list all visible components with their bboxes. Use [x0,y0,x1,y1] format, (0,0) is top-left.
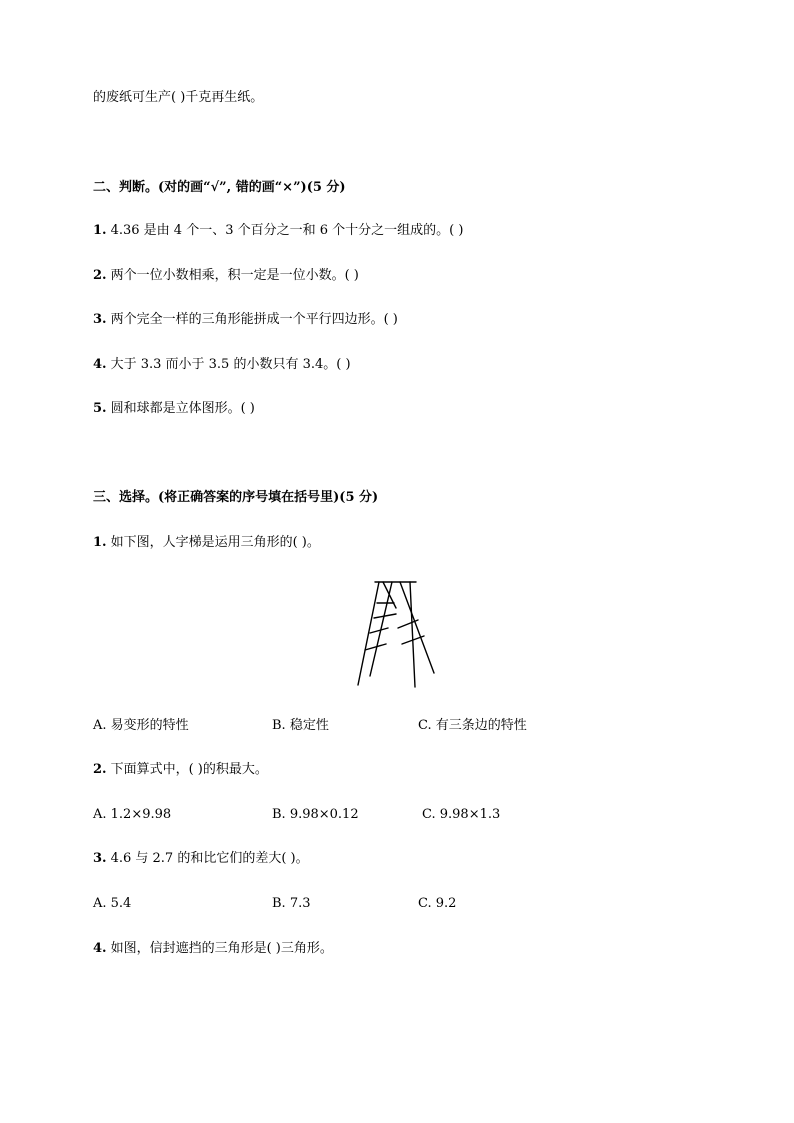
judge-item-3 [93,312,398,328]
item-text: 圆和球都是立体图形。( ) [110,401,255,416]
q2-option-c: C. 9.98×1.3 [422,807,501,822]
judge-item-1 [93,223,463,239]
choice-question-1 [93,535,320,551]
q1-option-b: B. 稳定性 [272,718,329,733]
q1-option-a: A. 易变形的特性 [93,718,189,733]
question-number: 2. [93,762,107,777]
q3-option-a: A. 5.4 [93,896,132,911]
choice-question-2 [93,762,268,778]
item-number: 1. [93,223,107,238]
q3-option-b: B. 7.3 [272,896,311,911]
step-ladder-figure [350,578,440,690]
item-number: 5. [93,401,107,416]
section2-heading: 二、判断。(对的画“√”, 错的画“×”)(5 分) [93,180,346,195]
q2-option-a: A. 1.2×9.98 [93,807,172,822]
item-text: 两个完全一样的三角形能拼成一个平行四边形。( ) [110,312,398,327]
choice-question-3 [93,851,309,867]
question-text: 4.6 与 2.7 的和比它们的差大( )。 [110,851,309,866]
question-number: 4. [93,941,107,956]
question-text: 如下图，人字梯是运用三角形的( )。 [110,535,320,550]
question-number: 3. [93,851,107,866]
section3-heading: 三、选择。(将正确答案的序号填在括号里)(5 分) [93,490,379,505]
item-number: 4. [93,357,107,372]
item-text: 大于 3.3 而小于 3.5 的小数只有 3.4。( ) [110,357,351,372]
judge-item-5 [93,401,255,417]
item-number: 2. [93,268,107,283]
q1-option-c: C. 有三条边的特性 [418,718,527,733]
question-text: 下面算式中，( )的积最大。 [110,762,268,777]
choice-question-4 [93,941,333,957]
question-number: 1. [93,535,107,550]
intro-line: 的废纸可生产( )千克再生纸。 [93,90,264,105]
item-number: 3. [93,312,107,327]
judge-item-4 [93,357,351,373]
question-text: 如图，信封遮挡的三角形是( )三角形。 [110,941,333,956]
q2-option-b: B. 9.98×0.12 [272,807,359,822]
item-text: 两个一位小数相乘，积一定是一位小数。( ) [110,268,359,283]
item-text: 4.36 是由 4 个一、3 个百分之一和 6 个十分之一组成的。( ) [110,223,464,238]
judge-item-2 [93,268,359,284]
q3-option-c: C. 9.2 [418,896,457,911]
